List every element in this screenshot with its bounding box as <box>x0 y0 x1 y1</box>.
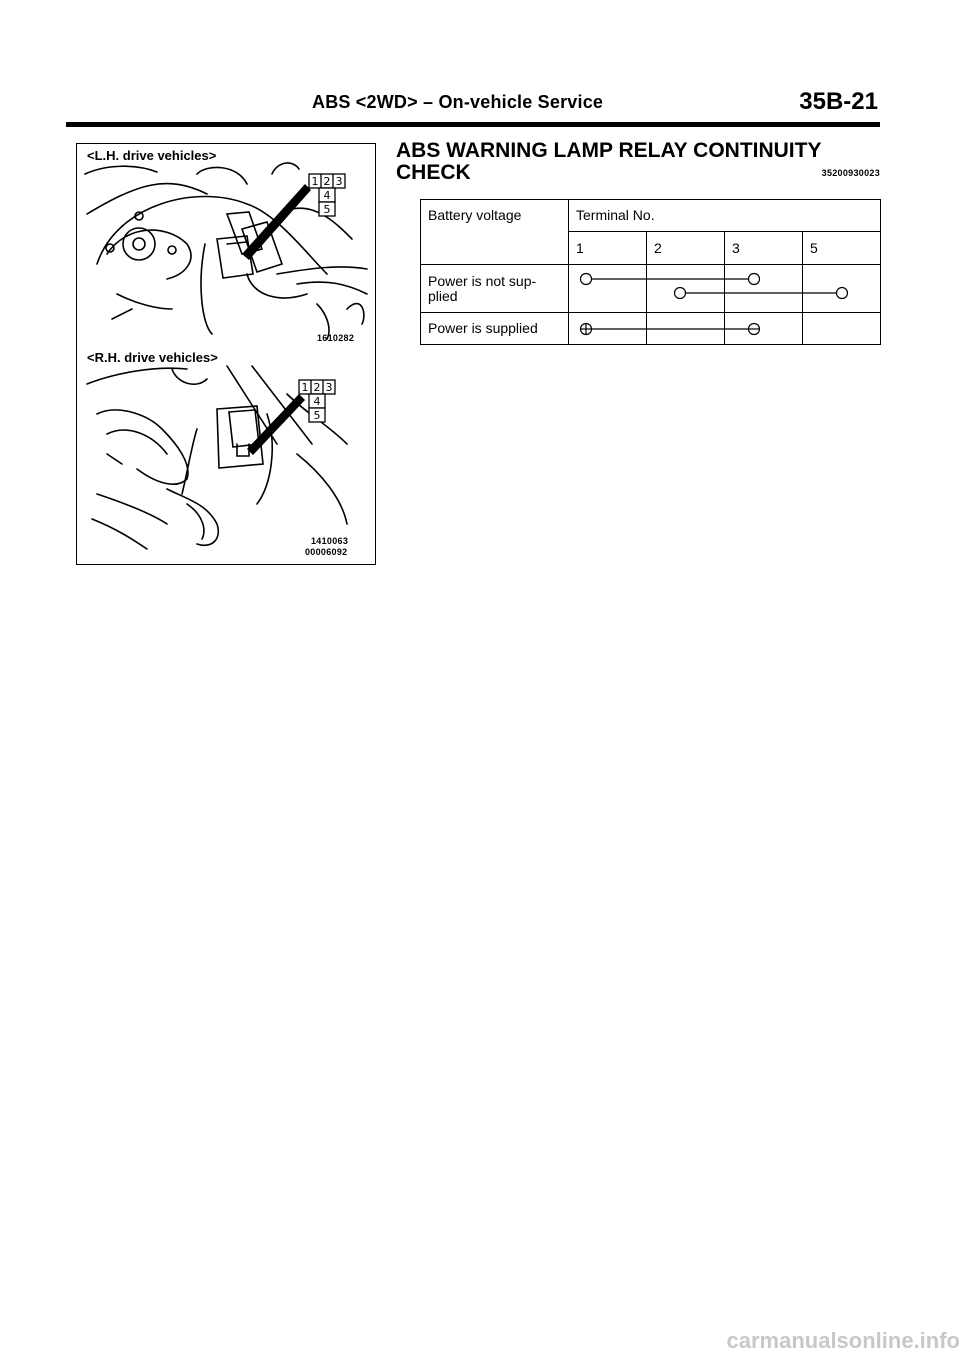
lh-terminal-2: 2 <box>323 175 331 188</box>
relay-location-figure <box>76 143 376 565</box>
rh-terminal-2: 2 <box>313 381 321 394</box>
lh-terminal-3: 3 <box>335 175 343 188</box>
section-title-line1: ABS WARNING LAMP RELAY CONTINUITY <box>396 139 822 162</box>
continuity-terminal-marker <box>675 288 686 299</box>
lh-terminal-4: 4 <box>323 189 331 202</box>
section-title-line2: CHECK <box>396 161 471 184</box>
page-number: 35B-21 <box>799 88 878 115</box>
caption-lh-drive: <L.H. drive vehicles> <box>87 148 217 163</box>
header-battery-voltage: Battery voltage <box>421 200 569 265</box>
rh-terminal-4: 4 <box>313 395 321 408</box>
header-terminal-no: Terminal No. <box>569 200 881 232</box>
row-label-power-supplied: Power is supplied <box>421 313 569 345</box>
header-rule <box>66 122 880 127</box>
continuity-symbols <box>568 265 880 345</box>
section-code: 35200930023 <box>821 168 880 178</box>
rh-terminal-5: 5 <box>313 409 321 422</box>
header-terminal-1: 1 <box>569 232 647 265</box>
lh-terminal-5: 5 <box>323 203 331 216</box>
continuity-terminal-marker <box>837 288 848 299</box>
figure-code-rh-1: 1410063 <box>311 536 349 546</box>
row-label-line2: plied <box>428 287 458 304</box>
figure-code-lh: 1610282 <box>317 333 355 343</box>
section-title <box>396 140 856 184</box>
row-label-power-not-supplied <box>421 265 569 313</box>
footer-watermark: carmanualsonline.info <box>726 1328 960 1353</box>
header-terminal-2: 2 <box>647 232 725 265</box>
continuity-table <box>420 199 880 345</box>
continuity-terminal-marker <box>749 274 760 285</box>
row-label-line1: Power is not sup- <box>428 272 537 289</box>
continuity-terminal-marker <box>581 274 592 285</box>
header-terminal-3: 3 <box>725 232 803 265</box>
header-title: ABS <2WD> – On-vehicle Service <box>312 92 604 112</box>
lh-terminal-1: 1 <box>311 175 319 188</box>
caption-rh-drive: <R.H. drive vehicles> <box>87 350 218 365</box>
header-terminal-5: 5 <box>803 232 881 265</box>
rh-terminal-3: 3 <box>325 381 333 394</box>
figure-code-rh-2: 00006092 <box>305 547 348 557</box>
rh-terminal-1: 1 <box>301 381 309 394</box>
